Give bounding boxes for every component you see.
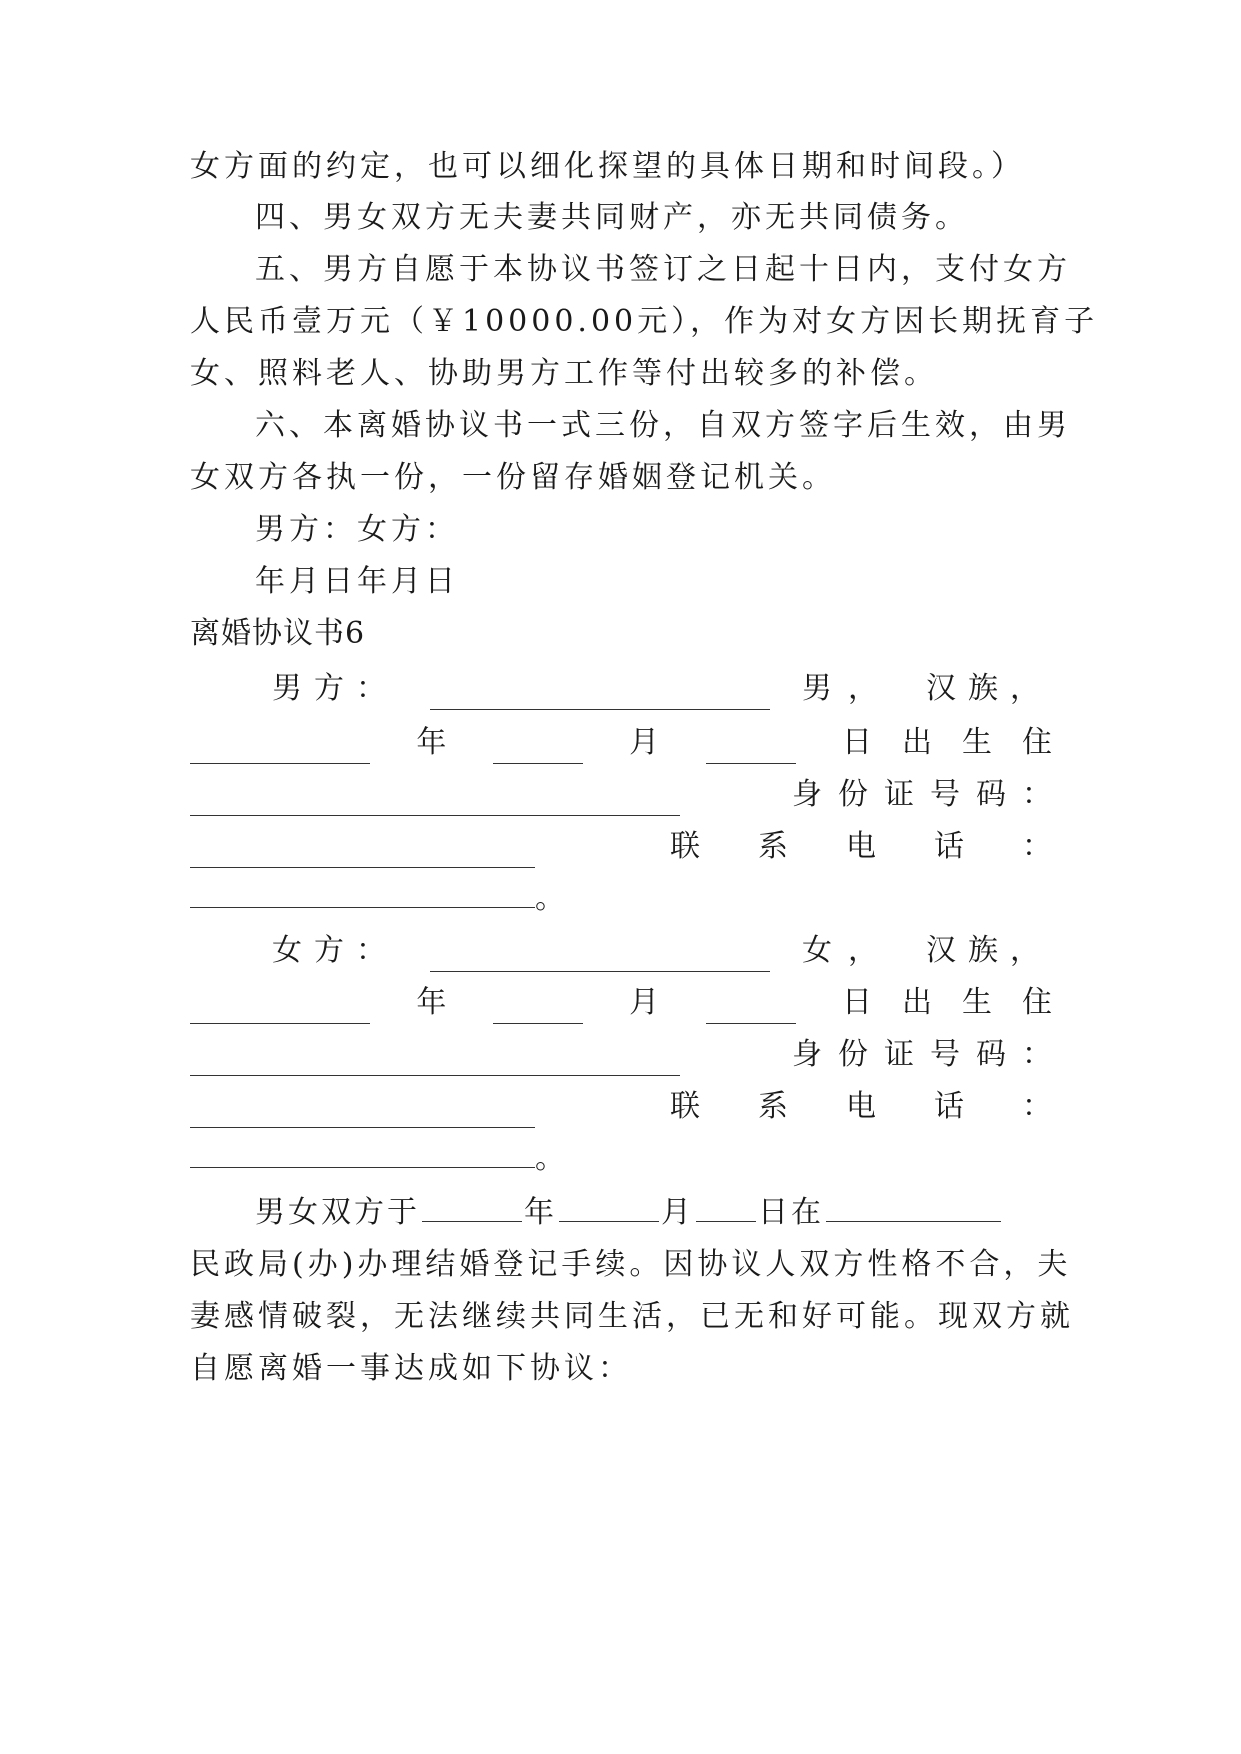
marriage-month-field[interactable] xyxy=(559,1193,659,1222)
male-form-line-1 xyxy=(272,668,1052,710)
male-form-line-4 xyxy=(190,826,1110,868)
female-birth-address-label: 日出生住 xyxy=(841,985,1082,1020)
section-heading: 离婚协议书6 xyxy=(190,616,366,651)
marriage-clause-line-2: 民政局(办)办理结婚登记手续。因协议人双方性格不合，夫 xyxy=(190,1247,1072,1282)
date-line: 年月日年月日 xyxy=(255,564,459,599)
marriage-place-field[interactable] xyxy=(826,1193,1001,1222)
male-birth-day-field[interactable] xyxy=(706,735,796,764)
marriage-year-label: 年 xyxy=(524,1195,557,1230)
male-phone-field[interactable] xyxy=(190,879,535,908)
paragraph-line: 女、照料老人、协助男方工作等付出较多的补偿。 xyxy=(190,356,938,391)
female-phone-field[interactable] xyxy=(190,1139,535,1168)
female-birth-year-field[interactable] xyxy=(190,995,370,1024)
male-birth-month-field[interactable] xyxy=(493,735,583,764)
male-id-label: 身份证号码： xyxy=(792,777,1068,812)
marriage-clause-line-4: 自愿离婚一事达成如下协议： xyxy=(190,1351,632,1386)
signature-line: 男方：女方： xyxy=(255,512,459,547)
female-form-end: 。 xyxy=(535,1141,569,1176)
female-address-field[interactable] xyxy=(190,1047,680,1076)
female-form-line-1 xyxy=(272,930,1052,972)
marriage-prefix: 男女双方于 xyxy=(255,1195,420,1230)
marriage-month-label: 月 xyxy=(661,1195,694,1230)
male-month-label: 月 xyxy=(629,725,660,760)
paragraph-line: 五、男方自愿于本协议书签订之日起十日内，支付女方 xyxy=(255,252,1071,287)
female-form-line-3 xyxy=(190,1034,1068,1076)
male-label: 男方： xyxy=(272,671,398,706)
male-ethnicity: 汉族， xyxy=(926,671,1052,706)
male-year-label: 年 xyxy=(416,725,447,760)
paragraph-line: 人民币壹万元（￥10000.00元），作为对女方因长期抚育子 xyxy=(190,304,1099,339)
marriage-day-field[interactable] xyxy=(696,1193,756,1222)
male-phone-label: 联系电话： xyxy=(670,829,1110,864)
female-form-line-2 xyxy=(190,982,1082,1024)
female-form-line-5 xyxy=(190,1138,1052,1180)
marriage-clause-line-3: 妻感情破裂，无法继续共同生活，已无和好可能。现双方就 xyxy=(190,1299,1074,1334)
marriage-year-field[interactable] xyxy=(422,1193,522,1222)
female-id-label: 身份证号码： xyxy=(792,1037,1068,1072)
female-phone-label: 联系电话： xyxy=(670,1089,1110,1124)
female-id-field[interactable] xyxy=(190,1099,535,1128)
male-form-line-3 xyxy=(190,774,1068,816)
female-gender: 女， xyxy=(802,933,894,968)
female-year-label: 年 xyxy=(416,985,447,1020)
male-gender: 男， xyxy=(802,671,894,706)
paragraph-line: 女方面的约定，也可以细化探望的具体日期和时间段。） xyxy=(190,149,1025,184)
marriage-clause-line-1 xyxy=(255,1192,1052,1234)
female-birth-month-field[interactable] xyxy=(493,995,583,1024)
male-name-field[interactable] xyxy=(430,681,770,710)
female-name-field[interactable] xyxy=(430,943,770,972)
female-ethnicity: 汉族， xyxy=(926,933,1052,968)
male-address-field[interactable] xyxy=(190,787,680,816)
marriage-day-at-label: 日在 xyxy=(758,1195,824,1230)
paragraph-line: 女双方各执一份，一份留存婚姻登记机关。 xyxy=(190,460,836,495)
male-birth-address-label: 日出生住 xyxy=(841,725,1082,760)
male-id-field[interactable] xyxy=(190,839,535,868)
female-form-line-4 xyxy=(190,1086,1110,1128)
male-form-end: 。 xyxy=(535,881,569,916)
paragraph-line: 六、本离婚协议书一式三份，自双方签字后生效，由男 xyxy=(255,408,1071,443)
male-birth-year-field[interactable] xyxy=(190,735,370,764)
female-label: 女方： xyxy=(272,933,398,968)
paragraph-line: 四、男女双方无夫妻共同财产，亦无共同债务。 xyxy=(255,200,969,235)
male-form-line-2 xyxy=(190,722,1082,764)
male-form-line-5 xyxy=(190,878,1052,920)
female-month-label: 月 xyxy=(629,985,660,1020)
female-birth-day-field[interactable] xyxy=(706,995,796,1024)
